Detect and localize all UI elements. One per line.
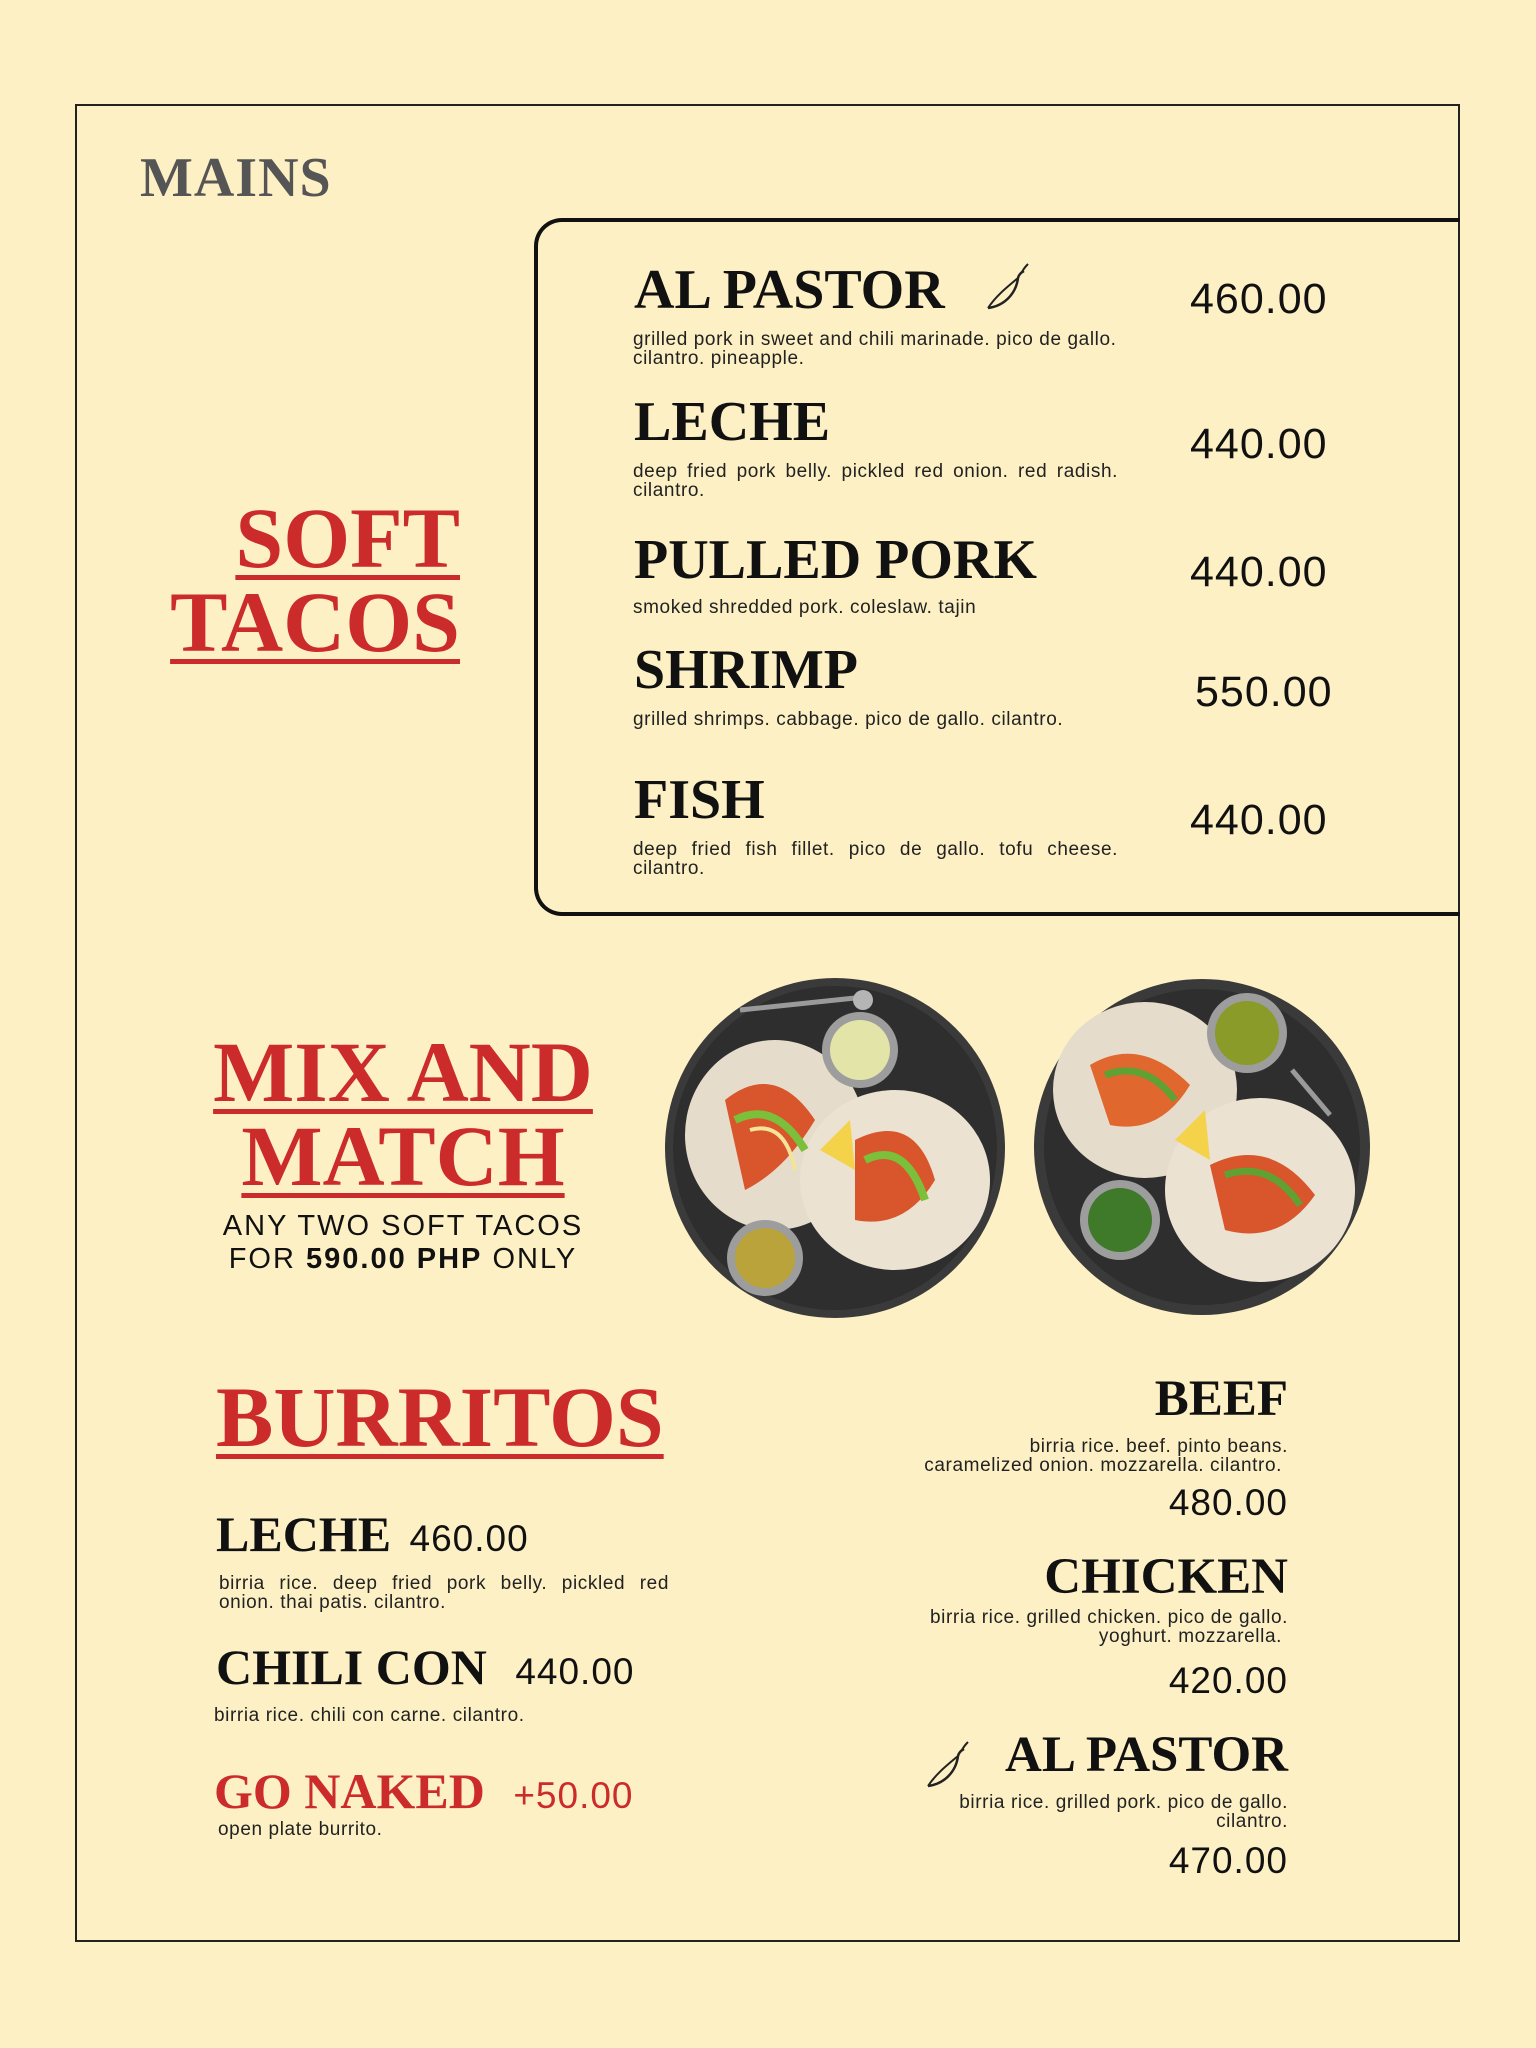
mix-match-sub-line2 [183, 1243, 623, 1276]
soft-tacos-title-line2: TACOS [170, 574, 460, 671]
chili-pepper-icon [982, 262, 1030, 319]
burrito-left-item [216, 1638, 635, 1696]
mix-match-sub-line1: ANY TWO SOFT TACOS [222, 1210, 584, 1242]
taco-item-price: 440.00 [1190, 548, 1328, 596]
taco-item-desc: deep fried pork belly. pickled red onion. red radish. cilantro. [633, 461, 1118, 501]
burrito-item-price: 420.00 [1168, 1660, 1288, 1701]
chili-pepper-icon [922, 1740, 970, 1797]
taco-item-name: LECHE [634, 391, 831, 453]
burrito-item-name: CHILI CON [216, 1639, 487, 1695]
burrito-item-price: 440.00 [515, 1651, 635, 1692]
soft-tacos-title [170, 490, 460, 671]
mix-match-sub-pre: FOR [228, 1243, 306, 1276]
burrito-item-desc: yoghurt. mozzarella. [1098, 1626, 1282, 1647]
go-naked-name: GO NAKED [214, 1763, 485, 1819]
burrito-item-price: 460.00 [409, 1518, 529, 1559]
burrito-item-name: LECHE [216, 1506, 392, 1562]
soft-tacos-title-line1: SOFT [235, 490, 460, 586]
mix-match-subtitle [183, 1210, 623, 1277]
taco-item-price: 460.00 [1190, 275, 1328, 323]
mix-match-title-line2: MATCH [241, 1108, 565, 1205]
burrito-item-desc: cilantro. [1216, 1811, 1288, 1832]
burrito-item-desc: birria rice. chili con carne. cilantro. [214, 1705, 525, 1726]
taco-item-name: SHRIMP [634, 639, 858, 701]
burrito-item-desc: birria rice. grilled chicken. pico de gallo. [930, 1607, 1288, 1628]
taco-plate-photo [1030, 975, 1375, 1320]
taco-item-name: PULLED PORK [634, 529, 1037, 591]
taco-item-desc: smoked shredded pork. coleslaw. tajin [633, 597, 977, 618]
taco-item-desc: deep fried fish fillet. pico de gallo. tofu cheese. cilantro. [633, 839, 1118, 879]
burrito-item-desc: birria rice. beef. pinto beans. [1029, 1436, 1288, 1457]
taco-item-name: AL PASTOR [634, 259, 945, 321]
burrito-item-desc: caramelized onion. mozzarella. cilantro. [924, 1455, 1282, 1476]
go-naked-price: +50.00 [513, 1775, 634, 1816]
burritos-title: BURRITOS [216, 1369, 664, 1465]
burrito-item-price: 470.00 [1168, 1840, 1288, 1881]
taco-item-price: 440.00 [1190, 796, 1328, 844]
taco-item-price: 440.00 [1190, 420, 1328, 468]
burrito-item-price: 480.00 [1168, 1482, 1288, 1523]
burrito-item-name: BEEF [1154, 1371, 1288, 1427]
section-label: MAINS [140, 147, 332, 209]
taco-plate-photo [655, 970, 1015, 1320]
taco-item-name: FISH [634, 769, 765, 831]
burrito-item-desc: birria rice. grilled pork. pico de gallo. [959, 1792, 1288, 1813]
burrito-item-name: AL PASTOR [1005, 1727, 1288, 1783]
mix-match-title-line1: MIX AND [213, 1024, 593, 1120]
taco-item-price: 550.00 [1195, 668, 1333, 716]
mix-match-sub-post: ONLY [482, 1243, 578, 1276]
mix-match-price: 590.00 PHP [306, 1243, 483, 1276]
go-naked-option [214, 1762, 634, 1820]
taco-item-desc: grilled pork in sweet and chili marinade. pico de gallo. cilantro. pineapple. [633, 329, 1117, 369]
taco-item-desc: grilled shrimps. cabbage. pico de gallo. cilantro. [633, 709, 1064, 730]
mix-match-title [183, 1024, 623, 1205]
burrito-item-name: CHICKEN [1044, 1549, 1288, 1605]
go-naked-desc: open plate burrito. [218, 1819, 383, 1840]
burrito-left-item [216, 1505, 529, 1563]
burrito-item-desc: birria rice. deep fried pork belly. pickled red onion. thai patis. cilantro. [219, 1573, 669, 1613]
